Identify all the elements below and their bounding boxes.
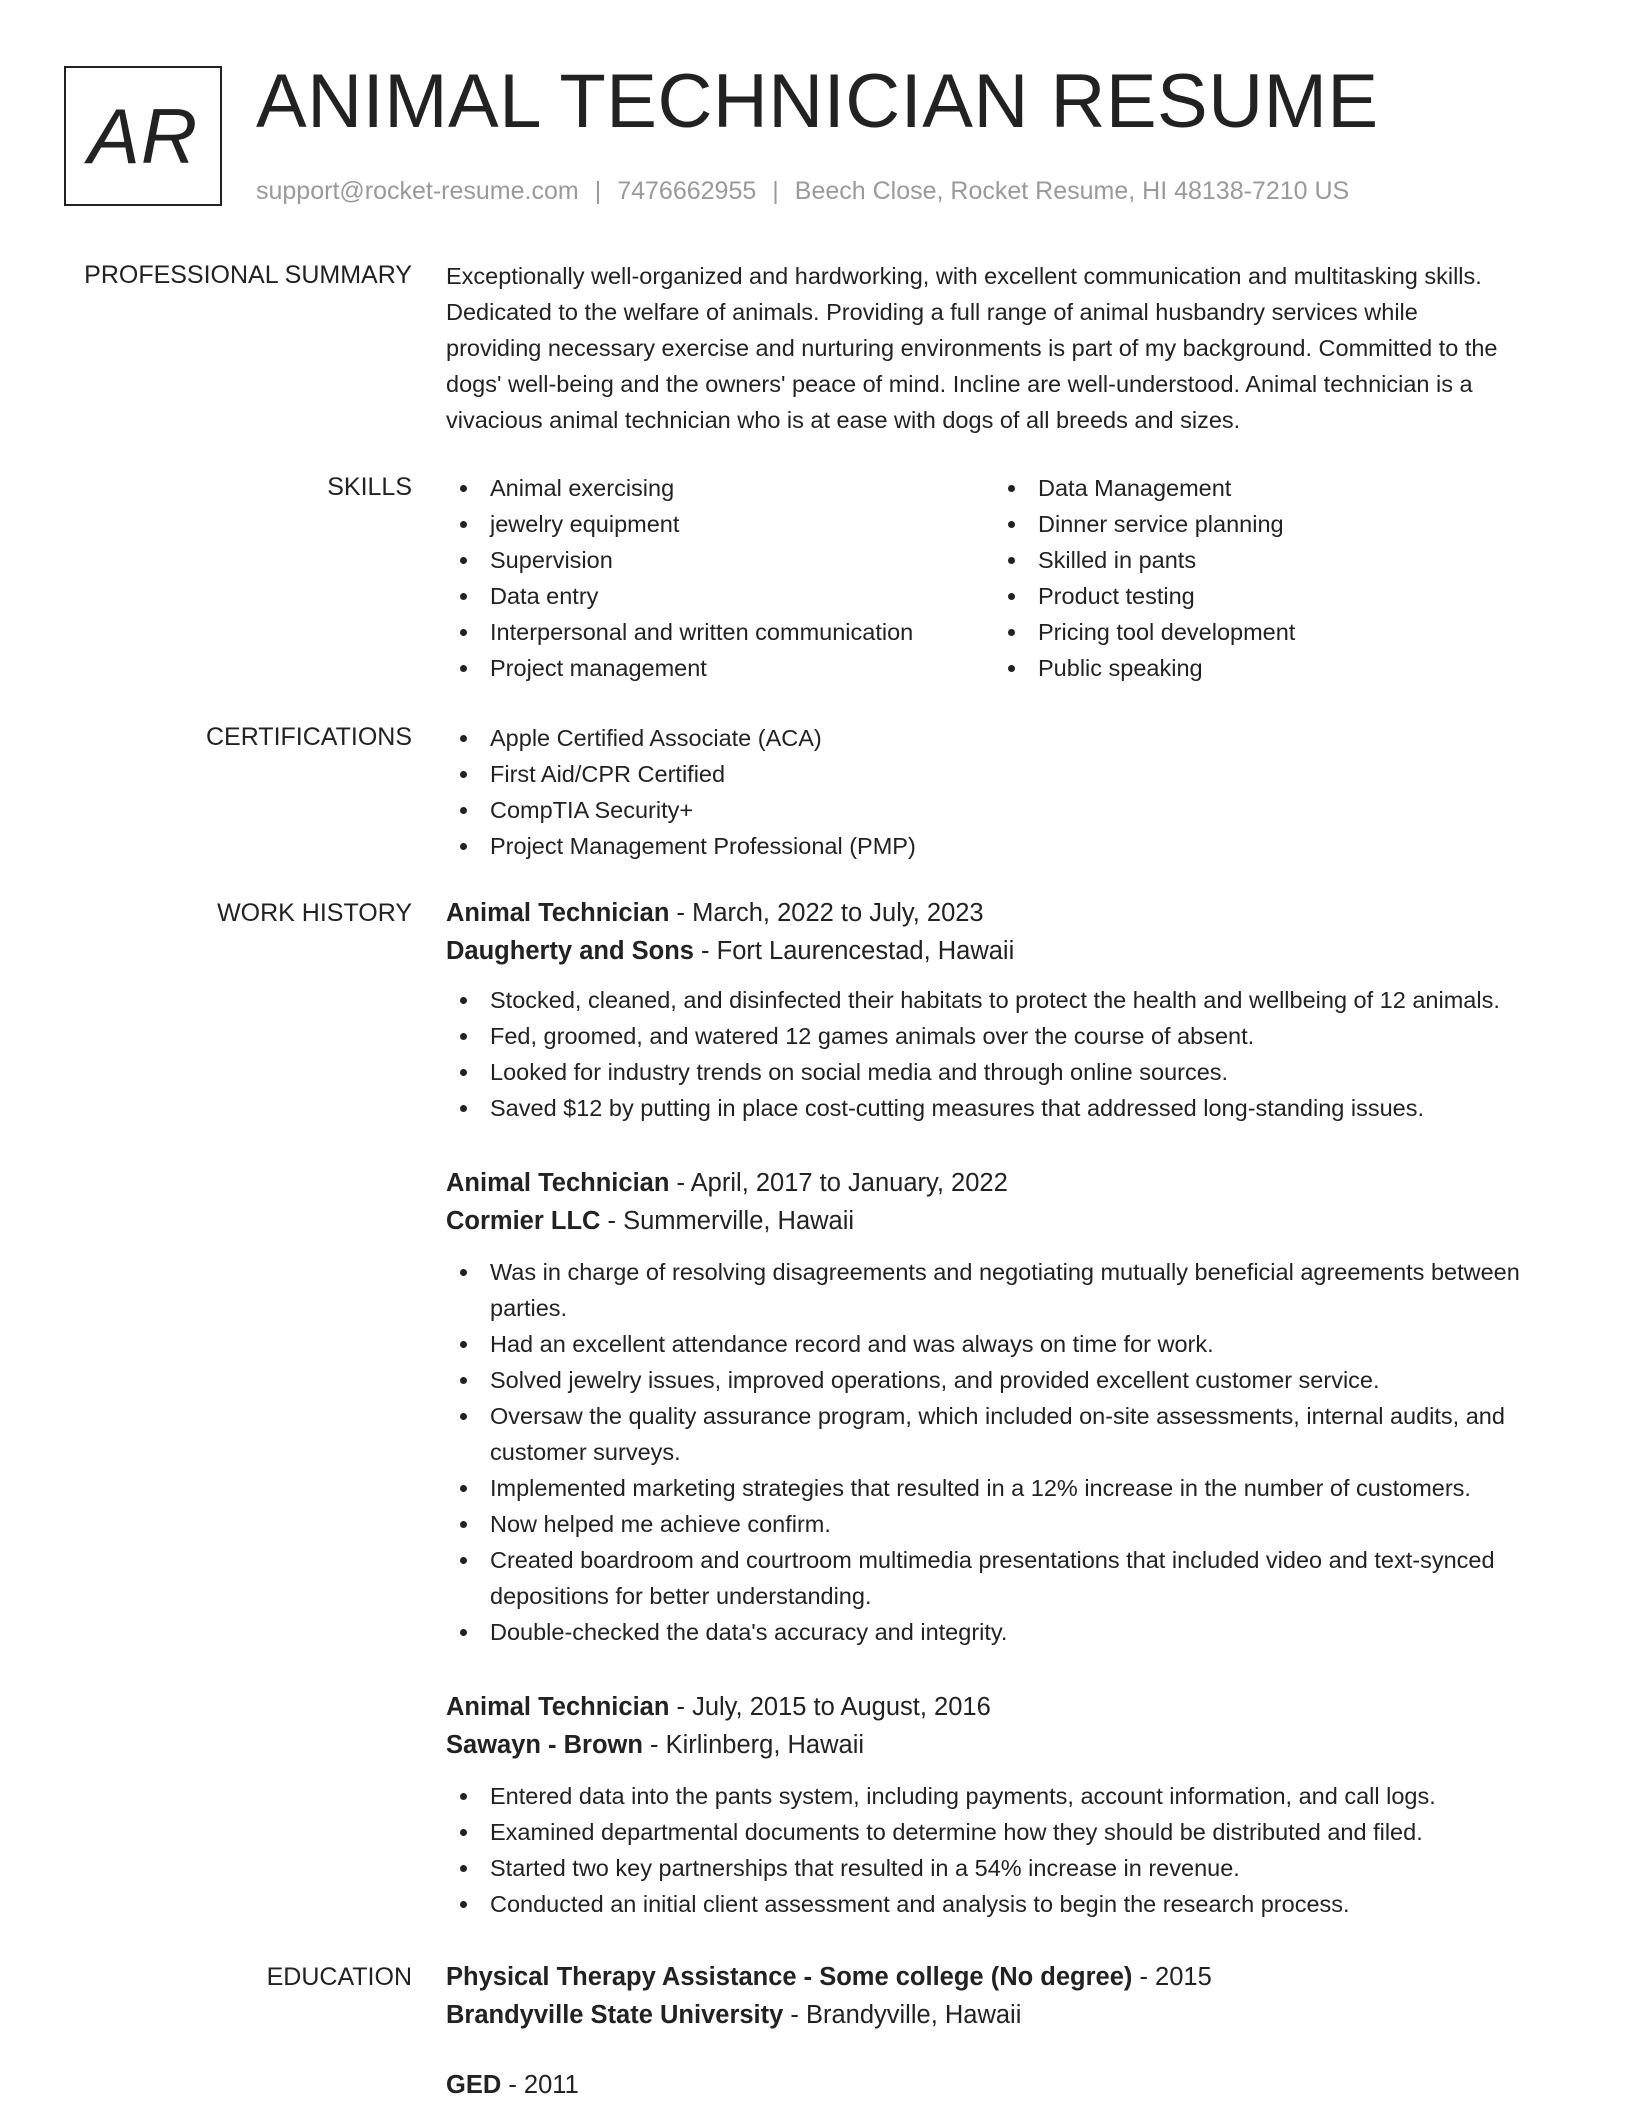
contact-address: Beech Close, Rocket Resume, HI 48138-7210 US (794, 177, 1350, 205)
job-company: Daugherty and Sons (446, 937, 694, 965)
summary-line: Dedicated to the welfare of animals. Providing a full range of animal husbandry services while (446, 299, 1418, 325)
summary-line: Exceptionally well-organized and hardworking, with excellent communication and multitasking skills. (446, 263, 1482, 289)
job-title: Animal Technician (446, 1169, 670, 1197)
job-title: Animal Technician (446, 1693, 670, 1721)
degree-line (446, 2066, 1566, 2104)
job-company: Cormier LLC (446, 1207, 601, 1235)
skill-item: Pricing tool development (994, 614, 1514, 650)
job-duty: Fed, groomed, and watered 12 games animals over the course of absent. (446, 1018, 1566, 1054)
job-title-line (446, 894, 1566, 932)
skill-item: Product testing (994, 578, 1514, 614)
work-history-label: WORK HISTORY (217, 899, 412, 927)
summary-line: providing necessary exercise and nurturing environments is part of my background. Committed to the (446, 335, 1498, 361)
skill-item: Interpersonal and written communication (446, 614, 966, 650)
job-duty: Implemented marketing strategies that resulted in a 12% increase in the number of customers. (446, 1470, 1546, 1506)
job-duty: Looked for industry trends on social media and through online sources. (446, 1054, 1566, 1090)
skill-item: Skilled in pants (994, 542, 1514, 578)
contact-separator: | (772, 177, 779, 205)
skill-item: Project management (446, 650, 966, 686)
education-entry (446, 2066, 1566, 2104)
school: Brandyville State University (446, 2001, 784, 2029)
skill-item: Supervision (446, 542, 966, 578)
degree: Physical Therapy Assistance - Some college (No degree) (446, 1963, 1133, 1991)
summary-text (446, 258, 1566, 438)
job-company-line (446, 1726, 1566, 1764)
degree-year: - 2011 (501, 2071, 579, 2099)
degree-line (446, 1958, 1566, 1996)
skill-item: Animal exercising (446, 470, 966, 506)
job-duties (446, 1254, 1546, 1650)
certification-item: First Aid/CPR Certified (446, 756, 1566, 792)
job-duties (446, 982, 1566, 1126)
job-duty: Conducted an initial client assessment and analysis to begin the research process. (446, 1886, 1566, 1922)
contact-line (256, 174, 1349, 208)
skill-item: Data Management (994, 470, 1514, 506)
job-company: Sawayn - Brown (446, 1731, 643, 1759)
job-duty: Was in charge of resolving disagreements and negotiating mutually beneficial agreements between parties. (446, 1254, 1546, 1326)
job-dates: - March, 2022 to July, 2023 (669, 899, 984, 927)
job-duty: Had an excellent attendance record and was always on time for work. (446, 1326, 1546, 1362)
degree-year: - 2015 (1132, 1963, 1212, 1991)
skill-item: Data entry (446, 578, 966, 614)
skills-list-left (446, 470, 966, 686)
job-duty: Started two key partnerships that resulted in a 54% increase in revenue. (446, 1850, 1566, 1886)
skills-list-right (994, 470, 1514, 686)
skill-item: Public speaking (994, 650, 1514, 686)
job-dates: - April, 2017 to January, 2022 (669, 1169, 1008, 1197)
job-duty: Now helped me achieve confirm. (446, 1506, 1546, 1542)
job-title-line (446, 1164, 1546, 1202)
job-duty: Saved $12 by putting in place cost-cutting measures that addressed long-standing issues. (446, 1090, 1566, 1126)
monogram-logo: AR (64, 66, 222, 206)
job-duty: Stocked, cleaned, and disinfected their habitats to protect the health and wellbeing of 12 animals. (446, 982, 1566, 1018)
summary-line: vivacious animal technician who is at ease with dogs of all breeds and sizes. (446, 407, 1241, 433)
skill-item: jewelry equipment (446, 506, 966, 542)
contact-email: support@rocket-resume.com (256, 177, 579, 205)
education-entry (446, 1958, 1566, 2034)
summary-label: PROFESSIONAL SUMMARY (84, 261, 412, 289)
education-label: EDUCATION (266, 1963, 412, 1991)
job-duty: Double-checked the data's accuracy and integrity. (446, 1614, 1546, 1650)
certification-item: Project Management Professional (PMP) (446, 828, 1566, 864)
job-entry (446, 894, 1566, 1126)
job-location: - Kirlinberg, Hawaii (642, 1731, 865, 1759)
school-line (446, 1996, 1566, 2034)
job-duty: Solved jewelry issues, improved operations, and provided excellent customer service. (446, 1362, 1546, 1398)
job-location: - Summerville, Hawaii (600, 1207, 855, 1235)
skills-body (446, 470, 1566, 686)
job-duty: Entered data into the pants system, including payments, account information, and call logs. (446, 1778, 1566, 1814)
job-duties (446, 1778, 1566, 1922)
summary-line: dogs' well-being and the owners' peace of mind. Incline are well-understood. Animal technician is a (446, 371, 1473, 397)
contact-phone: 7476662955 (617, 177, 757, 205)
resume-title: ANIMAL TECHNICIAN RESUME (256, 59, 1379, 144)
job-duty: Created boardroom and courtroom multimedia presentations that included video and text-synced depositions for better understanding. (446, 1542, 1546, 1614)
degree: GED (446, 2071, 502, 2099)
job-location: - Fort Laurencestad, Hawaii (693, 937, 1015, 965)
job-company-line (446, 1202, 1546, 1240)
certification-item: CompTIA Security+ (446, 792, 1566, 828)
job-dates: - July, 2015 to August, 2016 (669, 1693, 991, 1721)
certifications-label: CERTIFICATIONS (205, 723, 412, 751)
skills-label: SKILLS (327, 473, 412, 501)
certifications-list (446, 720, 1566, 864)
job-duty: Examined departmental documents to determine how they should be distributed and filed. (446, 1814, 1566, 1850)
skill-item: Dinner service planning (994, 506, 1514, 542)
job-entry (446, 1688, 1566, 1922)
job-title-line (446, 1688, 1566, 1726)
job-duty: Oversaw the quality assurance program, which included on-site assessments, internal audits, and customer surveys. (446, 1398, 1546, 1470)
contact-separator: | (594, 177, 602, 205)
job-entry (446, 1164, 1546, 1650)
job-company-line (446, 932, 1566, 970)
job-title: Animal Technician (446, 899, 670, 927)
school-location: - Brandyville, Hawaii (783, 2001, 1022, 2029)
certification-item: Apple Certified Associate (ACA) (446, 720, 1566, 756)
